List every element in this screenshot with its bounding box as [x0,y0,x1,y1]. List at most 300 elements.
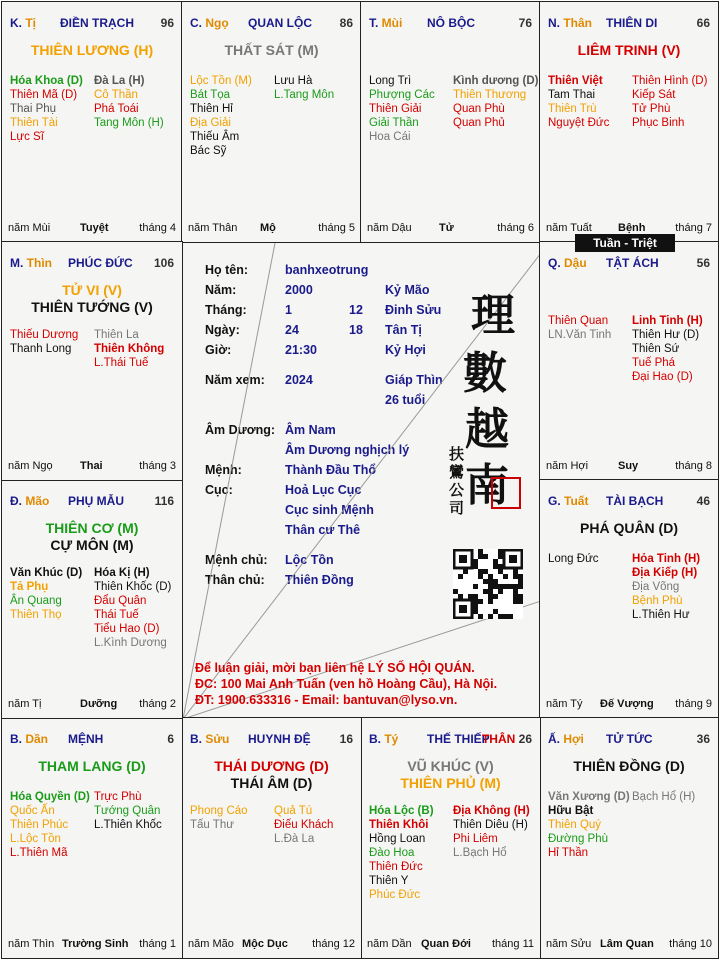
main-star: THIÊN CƠ (M) [45,520,139,536]
footer-year: năm Dần [367,938,412,950]
position-letter: N. [548,16,564,30]
footer-stage: Đế Vượng [600,698,654,710]
minor-star: Tam Thai [548,89,596,101]
minor-stars-right [274,74,334,102]
palace-p11[interactable] [1,479,183,719]
minor-star: Hồng Loan [369,833,426,845]
footer-year: năm Ngọ [8,460,53,472]
info-value: banhxeotrung [285,263,369,277]
palace-header [10,256,174,272]
minor-stars-left [10,74,83,144]
palace-number [155,494,174,508]
minor-star: Thiếu Dương [10,329,79,341]
minor-star: Quan Phù [453,103,505,115]
palace-p4[interactable] [539,1,719,243]
info-label: Ngày: [205,323,240,337]
minor-stars-left [10,566,82,622]
palace-p10[interactable] [1,717,183,959]
minor-star: Tấu Thư [190,819,234,831]
minor-stars-left [10,328,78,356]
connection-line [183,243,275,718]
position-letter: B. [369,732,385,746]
footer-stage: Suy [618,460,639,472]
minor-stars-left [548,552,599,566]
minor-stars-right [632,74,707,130]
palace-name: NÔ BỘC [427,16,475,30]
minor-star: Văn Khúc (D) [10,567,83,579]
info-value: Âm Dương nghịch lý [285,443,410,457]
tu-vi-chart [1,1,719,959]
minor-star: Tướng Quân [94,805,161,817]
palace-header [369,16,532,32]
branch-label: Tị [25,16,37,30]
minor-star: Cô Thần [94,89,138,101]
minor-stars-right [632,314,703,384]
branch-label: Dậu [564,256,587,270]
palace-position [10,256,52,270]
palace-footer [367,222,534,236]
palace-name: PHỤ MẪU [68,494,124,508]
info-value-canchi: 26 tuổi [385,393,426,407]
palace-number-value: 56 [696,256,710,270]
minor-star: Phong Cáo [190,805,248,817]
palace-number-value: 66 [696,16,710,30]
minor-star: Thiên Hỉ [190,103,233,115]
tuan-triet-badge: Tuần - Triệt [575,234,675,252]
minor-stars-left [369,804,434,902]
palace-footer [188,222,355,236]
minor-star: Thiên Thương [453,89,527,101]
minor-star: Linh Tinh (H) [632,315,703,327]
minor-star: Phúc Đức [369,889,421,901]
palace-number [154,256,174,270]
main-star: CỰ MÔN (M) [50,537,134,553]
footer-stage: Tuyệt [80,222,109,234]
palace-header [190,732,353,748]
footer-stage: Thai [80,460,103,472]
minor-star: L.Thiên Hư [632,609,690,621]
minor-star: Thiên Diêu (H) [453,819,528,831]
main-star: THẤT SÁT (M) [224,42,319,58]
minor-stars-left [190,74,252,158]
palace-header [10,732,174,748]
palace-number-value: 36 [696,732,710,746]
branch-label: Mùi [381,16,403,30]
palace-footer [8,938,176,952]
footer-stage: Lâm Quan [600,938,654,950]
palace-footer [546,938,712,952]
palace-footer [8,460,176,474]
minor-star: Lộc Tồn (M) [190,75,252,87]
minor-star: Hữu Bật [548,805,594,817]
minor-star: Phục Binh [632,117,685,129]
center-info-panel [182,242,540,718]
footer-year: năm Tý [546,698,583,710]
palace-p6[interactable] [539,479,719,719]
footer-year: năm Thân [188,222,238,234]
footer-month: tháng 10 [669,938,712,950]
minor-star: LN.Văn Tinh [548,329,612,341]
info-value-lunar: 18 [349,323,363,337]
palace-number-value: 76 [518,16,532,30]
info-label: Âm Dương: [205,423,276,437]
info-value: Thành Đầu Thổ [285,463,376,477]
palace-number-value: 106 [153,256,174,270]
calligraphy-character: 越 [465,404,509,455]
main-star: PHÁ QUÂN (D) [580,520,678,536]
minor-star: Thiên Hình (D) [632,75,708,87]
palace-header [548,256,710,272]
palace-position [548,16,592,30]
qr-code[interactable] [453,549,523,619]
minor-star: Hóa Khoa (D) [10,75,83,87]
minor-star: Lực Sĩ [10,131,44,143]
info-value: Thiên Đồng [285,573,354,587]
palace-header [10,494,174,510]
minor-star: Địa Võng [632,581,680,593]
minor-star: Bệnh Phù [632,595,683,607]
minor-star: Thiên Không [94,343,165,355]
minor-star: Hỏa Tinh (H) [632,553,701,565]
info-label: Giờ: [205,343,232,357]
palace-position [548,732,584,746]
branch-label: Hợi [563,732,584,746]
contact-line: Để luận giải, mời bạn liên hệ LÝ SỐ HỘI QUÁN. [195,661,475,675]
minor-star: Đường Phù [548,833,608,845]
minor-star: Thai Phụ [10,103,57,115]
minor-stars-right [94,74,164,130]
minor-star: Long Đức [548,553,599,565]
info-value: Âm Nam [285,423,336,437]
minor-star: Trực Phù [94,791,142,803]
minor-stars-right [453,74,538,130]
palace-p9[interactable] [181,717,362,959]
palace-number [340,16,353,30]
position-letter: Ấ. [548,732,564,746]
info-value: 2024 [285,373,313,387]
info-value-canchi: Giáp Thìn [385,373,443,387]
palace-name: TẬT ÁCH [606,256,659,270]
minor-star: Thiên Khốc (D) [94,581,172,593]
footer-stage: Dưỡng [80,698,118,710]
minor-star: L.Thái Tuế [94,357,149,369]
position-letter: C. [190,16,206,30]
footer-month: tháng 2 [139,698,176,710]
palace-number-value: 26 [518,732,532,746]
minor-stars-left [10,790,90,860]
footer-stage: Mộc Dục [242,938,288,950]
minor-star: Thiên Thọ [10,609,62,621]
main-star: THIÊN PHỦ (M) [400,775,501,791]
minor-stars-right [274,804,333,846]
minor-stars-right [94,566,171,650]
minor-star: Hóa Lộc (B) [369,805,434,817]
position-letter: T. [369,16,382,30]
info-label: Thân chủ: [205,573,265,587]
minor-stars-left [548,314,611,342]
main-star: THAM LANG (D) [38,758,146,774]
minor-star: Kiếp Sát [632,89,676,101]
info-value-lunar: 12 [349,303,363,317]
main-star: THÁI ÂM (D) [230,775,313,791]
footer-month: tháng 12 [312,938,355,950]
minor-star: Tang Môn (H) [94,117,164,129]
palace-number-value: 46 [696,494,710,508]
minor-star: Thiên Sứ [632,343,680,355]
footer-stage: Quan Đới [421,938,471,950]
palace-position [548,494,588,508]
palace-header [548,16,710,32]
minor-stars-left [548,74,609,130]
palace-number [519,16,532,30]
minor-star: Thiên Mã (D) [10,89,78,101]
minor-star: Thiên Giải [369,103,422,115]
palace-position [369,732,398,746]
footer-stage: Mộ [260,222,276,234]
info-value-canchi: Kỷ Mão [385,283,430,297]
palace-header [10,16,174,32]
minor-star: Tiểu Hao (D) [94,623,160,635]
palace-name: TÀI BẠCH [606,494,664,508]
footer-year: năm Tuất [546,222,592,234]
palace-p5[interactable] [539,241,719,481]
minor-star: Thiên Hư (D) [632,329,700,341]
calligraphy-character: 數 [463,348,507,399]
main-star: LIÊM TRINH (V) [577,42,681,58]
minor-stars-right [94,790,162,832]
minor-star: Phá Toái [94,103,139,115]
minor-star: L.Lộc Tồn [10,833,61,845]
minor-star: Quan Phủ [453,117,505,129]
contact-line: ĐT: 1900.633316 - Email: bantuvan@lyso.vn. [195,693,458,707]
minor-star: Long Trì [369,75,412,87]
minor-stars-left [548,790,630,860]
info-label: Năm: [205,283,237,297]
minor-star: Thiên Quan [548,315,609,327]
palace-name: PHÚC ĐỨC [68,256,133,270]
info-label: Mệnh chủ: [205,553,268,567]
minor-star: Nguyệt Đức [548,117,610,129]
minor-star: Hóa Kị (H) [94,567,150,579]
palace-number [697,732,710,746]
minor-star: Địa Không (H) [453,805,530,817]
minor-star: Địa Giải [190,117,231,129]
footer-stage: Bệnh [618,222,646,234]
minor-stars-right [632,790,695,804]
main-star: TỬ VI (V) [62,282,122,298]
palace-position [10,16,36,30]
contact-line: ĐC: 100 Mai Anh Tuấn (ven hồ Hoàng Cầu), Hà Nội. [195,677,498,691]
minor-star: Thiên Phúc [10,819,69,831]
palace-header [369,732,532,748]
minor-star: Thiên Việt [548,75,603,87]
palace-number [482,732,532,746]
minor-star: Tuế Phá [632,357,676,369]
branch-label: Tý [384,732,399,746]
palace-number [161,16,174,30]
minor-star: Hóa Quyền (D) [10,791,90,803]
branch-label: Tuất [564,494,589,508]
palace-p12[interactable] [1,241,183,481]
palace-number-value: 6 [167,732,174,746]
palace-p3[interactable] [360,1,541,243]
minor-star: Địa Kiếp (H) [632,567,698,579]
minor-star: Thiếu Âm [190,131,240,143]
info-value: Thân cư Thê [285,523,361,537]
info-value: 24 [285,323,299,337]
branch-label: Sửu [205,732,230,746]
branch-label: Thân [563,16,593,30]
seal-text: 扶 鸞 公 司 [449,445,465,517]
footer-month: tháng 6 [497,222,534,234]
info-label: Cục: [205,483,233,497]
footer-month: tháng 1 [139,938,176,950]
palace-name: ĐIỀN TRẠCH [60,16,134,30]
footer-stage: Trường Sinh [62,938,129,950]
minor-star: Quốc Ấn [10,805,55,817]
minor-star: Điếu Khách [274,819,334,831]
palace-number-value: 96 [160,16,174,30]
info-label: Mệnh: [205,463,242,477]
minor-star: Thiên La [94,329,139,341]
palace-p8[interactable] [360,717,541,959]
minor-star: Thiên Y [369,875,409,887]
palace-name: TỬ TỨC [606,732,653,746]
minor-star: Tử Phù [632,103,671,115]
palace-position [369,16,402,30]
minor-star: Lưu Hà [274,75,313,87]
branch-label: Thìn [26,256,52,270]
palace-p2[interactable] [181,1,362,243]
palace-name: THIÊN DI [606,16,658,30]
minor-star: Đẩu Quân [94,595,147,607]
footer-year: năm Dậu [367,222,412,234]
palace-footer [8,698,176,712]
minor-star: Bác Sỹ [190,145,227,157]
minor-star: Thanh Long [10,343,72,355]
info-label: Họ tên: [205,263,249,277]
minor-star: Kình dương (D) [453,75,539,87]
branch-label: Mão [25,494,50,508]
info-value: Cục sinh Mệnh [285,503,374,517]
palace-name: QUAN LỘC [248,16,312,30]
than-marker: THÂN [481,732,519,746]
position-letter: B. [10,732,26,746]
palace-position [190,16,229,30]
footer-year: năm Sửu [546,938,592,950]
footer-year: năm Hợi [546,460,589,472]
footer-year: năm Mùi [8,222,51,234]
calligraphy-character: 南 [465,460,509,511]
footer-month: tháng 3 [139,460,176,472]
info-label: Tháng: [205,303,247,317]
palace-footer [367,938,534,952]
palace-number [697,256,710,270]
footer-month: tháng 9 [675,698,712,710]
palace-number [340,732,353,746]
minor-stars-right [453,804,530,860]
minor-star: Thiên Tài [10,117,58,129]
main-star: THIÊN ĐỒNG (D) [573,758,685,774]
branch-label: Dần [25,732,49,746]
calligraphy-character: 理 [471,290,515,341]
position-letter: Q. [548,256,565,270]
palace-name: MỆNH [68,732,104,746]
palace-header [548,732,710,748]
minor-star: Thiên Trù [548,103,597,115]
minor-stars-left [190,804,248,832]
minor-stars-left [369,74,435,144]
minor-star: Bát Tọa [190,89,231,101]
palace-position [190,732,229,746]
minor-star: Tả Phụ [10,581,49,593]
minor-star: Đại Hao (D) [632,371,693,383]
minor-star: L.Kình Dương [94,637,167,649]
footer-month: tháng 8 [675,460,712,472]
palace-footer [546,460,712,474]
info-label: Năm xem: [205,373,265,387]
minor-star: Quả Tú [274,805,313,817]
palace-number [697,16,710,30]
info-value: 21:30 [285,343,317,357]
palace-header [548,494,710,510]
palace-number [167,732,174,746]
info-value-canchi: Kỷ Hợi [385,343,426,357]
minor-star: Thiên Đức [369,861,423,873]
palace-footer [546,698,712,712]
palace-position [10,494,49,508]
palace-p1[interactable] [1,1,183,243]
palace-number-value: 86 [339,16,353,30]
footer-stage: Tử [439,222,454,234]
minor-star: Ân Quang [10,595,62,607]
main-star: THIÊN LƯƠNG (H) [30,42,154,58]
palace-header [190,16,353,32]
position-letter: B. [190,732,206,746]
palace-name: THẾ THIẾP [427,732,490,746]
palace-position [10,732,48,746]
minor-star: Phượng Các [369,89,435,101]
minor-star: L.Thiên Khốc [94,819,162,831]
main-star: THÁI DƯƠNG (D) [214,758,329,774]
palace-position [548,256,587,270]
palace-number-value: 16 [339,732,353,746]
position-letter: G. [548,494,565,508]
footer-month: tháng 5 [318,222,355,234]
minor-star: Văn Xương (D) [548,791,630,803]
branch-label: Ngọ [205,16,229,30]
footer-year: năm Thìn [8,938,55,950]
info-value: Hoả Lục Cục [285,483,362,497]
footer-month: tháng 11 [491,938,534,950]
footer-year: năm Tị [8,698,42,710]
info-value: 1 [285,303,292,317]
minor-star: Hoa Cái [369,131,411,143]
palace-footer [188,938,355,952]
position-letter: M. [10,256,27,270]
palace-number-value: 116 [154,494,174,508]
footer-year: năm Mão [188,938,234,950]
minor-star: Thiên Quý [548,819,602,831]
palace-p7[interactable] [539,717,719,959]
minor-stars-right [632,552,700,622]
red-seal-stamp [491,477,521,509]
minor-star: Thái Tuế [94,609,139,621]
minor-star: Thiên Khôi [369,819,429,831]
info-value: 2000 [285,283,313,297]
minor-stars-right [94,328,164,370]
info-value: Lộc Tồn [285,553,334,567]
